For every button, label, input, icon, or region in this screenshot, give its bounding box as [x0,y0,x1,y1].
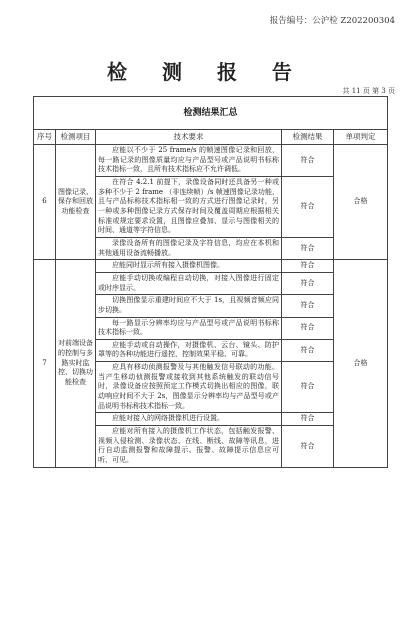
requirement-text [96,426,282,468]
page-counter: 共 11 页 第 3 页 [342,87,395,95]
requirement-text [96,413,282,426]
requirement-text [96,272,282,294]
requirement-paragraph: 应能手动切换或编程自动切换，对接入图像进行固定或时序显示。 [98,273,279,292]
requirement-text [96,145,282,177]
results-table [33,96,388,468]
result-cell: 符合 [282,176,334,237]
requirement-text [96,317,282,339]
requirement-paragraph: 应能手动或自动操作，对摄像机、云台、镜头、防护罩等的各种功能进行遥控，控制效果平稳、可靠。 [98,340,279,359]
requirement-text [96,295,282,317]
item-number: 6 [34,145,56,260]
result-cell: 符合 [282,295,334,317]
report-number: 报告编号：公沪检 Z202200304 [269,16,395,26]
requirement-text [96,362,282,413]
requirement-paragraph: 在符合 4.2.1 前提下，录像设备同时还具备另一种或多种不少于 2 frame （非连续帧）/s 帧速图像记录功能，且与产品标称技术指标相一致的方式进行图像记录时，另一种或多种图像记录方式保存时间及覆盖周期应根据相关标准或规定要求设置，且图像应叠加、显示与图像相关的时间、通道等字符信息。 [98,177,279,235]
result-cell: 符合 [282,272,334,294]
result-cell: 符合 [282,237,334,259]
result-cell: 符合 [282,339,334,361]
header-result: 检测结果 [282,130,334,145]
requirement-text [96,260,282,273]
requirement-text [96,339,282,361]
table-header-row [34,130,388,145]
item-number: 7 [34,260,56,467]
requirement-paragraph: 应能对所有接入的摄像机工作状态，包括触发报警、视频入侵检测、录像状态、在线、断线、故障等讯息，进行自动监测报警和故障提示。报警、故障提示信息应可听、可见。 [98,427,279,465]
page-title: 检 测 报 告 [107,60,306,84]
requirement-paragraph: 录像设备所有的图像记录及字符信息，均应在本机和其他通用设备流畅播放。 [98,238,279,257]
verdict-cell: 合格 [334,260,388,467]
result-cell: 符合 [282,413,334,426]
header-verdict: 单项判定 [334,130,388,145]
table-caption: 检测结果汇总 [34,97,388,130]
table-row [34,145,388,177]
requirement-paragraph: 应能以不少于 25 frame/s 的帧速图像记录和回放，每一路记录的图像质量均应与产品型号或产品说明书标称技术指标一致，且所有技术指标应不允许调低。 [98,146,279,174]
requirement-text [96,237,282,259]
requirement-paragraph: 切换图像显示重建时间应不大于 1s，且视频音频应同步切换。 [98,296,279,314]
verdict-cell: 合格 [334,145,388,260]
header-no: 序号 [34,130,56,145]
result-cell: 符合 [282,317,334,339]
item-name: 图像记录、保存和回放功能检查 [56,145,96,260]
result-cell: 符合 [282,426,334,468]
requirement-paragraph: 每一路显示分辨率均应与产品型号或产品说明书标称技术指标一致。 [98,318,279,337]
requirement-paragraph: 应能同时显示所有接入摄像机图像。 [112,261,224,270]
result-cell: 符合 [282,145,334,177]
table-row [34,260,388,273]
requirement-paragraph: 应具有移动侦测报警及与其他触发信号联动的功能。当产生移动侦测报警或接收到其他系统触发的联动信号时，录像设备应按照预定工作模式切换出相应的图像，联动响应时间不大于 2s，图像显示分辨率均与产品型号或产品说明书标称技术指标一致。 [98,363,279,410]
item-name: 对前端设备的控制与多路实时监控、切换功能检查 [56,260,96,467]
result-cell: 符合 [282,260,334,273]
header-requirement: 技术要求 [96,130,282,145]
requirement-paragraph: 应能对接入的网络摄像机进行设置。 [112,414,224,423]
requirement-text [96,176,282,237]
result-cell: 符合 [282,362,334,413]
header-item: 检测项目 [56,130,96,145]
